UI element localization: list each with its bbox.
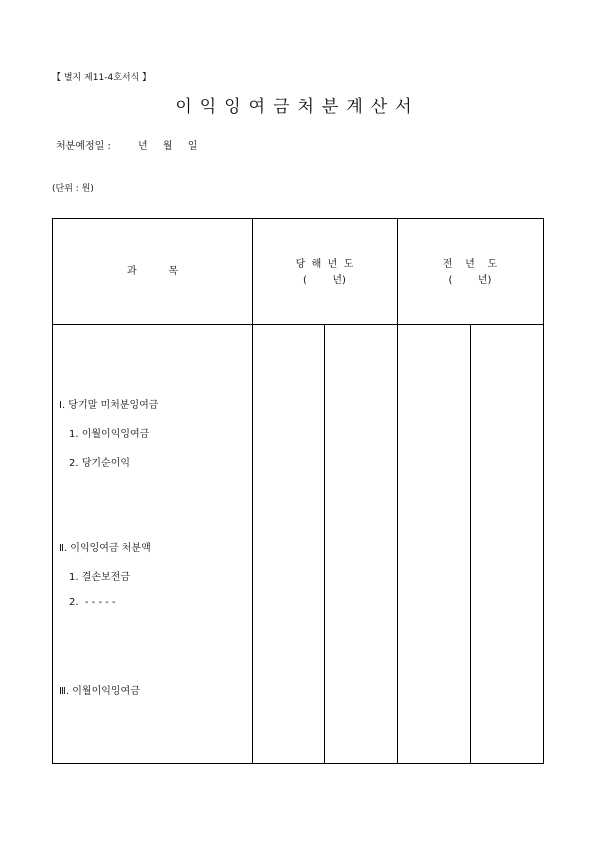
row-net-income: 2. 당기순이익	[69, 458, 131, 469]
disposal-date-label: 처분예정일 :	[56, 141, 111, 152]
disposal-date-line	[56, 137, 197, 152]
row-unappropriated-carried-forward: Ⅲ. 이월이익잉여금	[59, 686, 140, 697]
header-current-year	[252, 257, 397, 289]
row-unappropriated-retained-earnings: Ⅰ. 당기말 미처분잉여금	[59, 400, 159, 411]
document-title: 이익잉여금처분계산서	[175, 97, 420, 117]
unit-note: (단위 : 원)	[52, 184, 94, 194]
header-current-year-label: 당 해 년 도	[295, 259, 354, 270]
header-subject	[53, 264, 252, 280]
header-prior-year	[397, 257, 543, 289]
row-placeholder: 2. - - - - -	[69, 597, 116, 608]
header-prior-year-sub: ( 년)	[448, 275, 492, 286]
column-divider-current-sub	[324, 324, 325, 763]
month-unit: 월	[162, 141, 173, 152]
form-code: 【 별지 제11-4호서식 】	[52, 73, 152, 83]
header-current-year-sub: ( 년)	[303, 275, 346, 286]
year-unit: 년	[138, 141, 148, 152]
day-unit: 일	[187, 141, 198, 152]
column-divider-prior-sub	[470, 324, 471, 763]
row-appropriation-amount: Ⅱ. 이익잉여금 처분액	[59, 543, 151, 554]
row-deficit-compensation: 1. 결손보전금	[69, 572, 131, 583]
column-divider-subject	[252, 219, 253, 763]
header-subject-label: 과 목	[126, 266, 179, 277]
row-retained-earnings-carried-forward: 1. 이월이익잉여금	[69, 429, 150, 440]
statement-table	[52, 218, 544, 764]
column-divider-year	[397, 219, 398, 763]
header-prior-year-label: 전 년 도	[442, 259, 498, 270]
